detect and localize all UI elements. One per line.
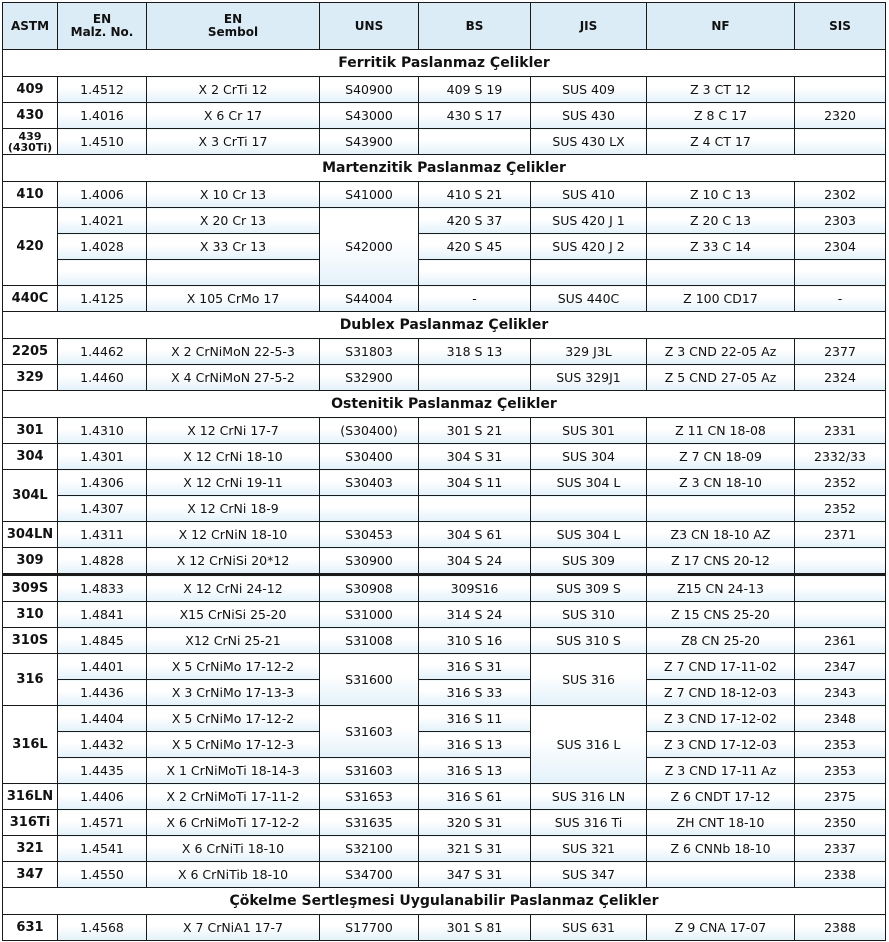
en-malz-no-cell: 1.4512 bbox=[58, 77, 147, 103]
sis-cell: 2347 bbox=[795, 654, 886, 680]
astm-cell: 309 bbox=[3, 548, 58, 575]
bs-cell: 301 S 81 bbox=[419, 915, 531, 941]
sis-cell bbox=[795, 575, 886, 602]
table-row bbox=[3, 862, 886, 888]
col-astm: ASTM bbox=[3, 3, 58, 50]
table-row bbox=[3, 522, 886, 548]
section-ferritik: Ferritik Paslanmaz Çelikler bbox=[3, 50, 886, 77]
nf-cell bbox=[647, 260, 795, 286]
bs-cell: 430 S 17 bbox=[419, 103, 531, 129]
astm-cell: 631 bbox=[3, 915, 58, 941]
en-sembol-cell: X 33 Cr 13 bbox=[147, 234, 320, 260]
astm-cell: 409 bbox=[3, 77, 58, 103]
sis-cell: 2352 bbox=[795, 496, 886, 522]
table-row bbox=[3, 575, 886, 602]
bs-cell bbox=[419, 260, 531, 286]
sis-cell: 2361 bbox=[795, 628, 886, 654]
bs-cell: 347 S 31 bbox=[419, 862, 531, 888]
en-sembol-cell: X 12 CrNi 19-11 bbox=[147, 470, 320, 496]
uns-cell: S30908 bbox=[320, 575, 419, 602]
en-malz-no-cell: 1.4541 bbox=[58, 836, 147, 862]
sis-cell: 2337 bbox=[795, 836, 886, 862]
uns-cell: S31653 bbox=[320, 784, 419, 810]
nf-cell: Z8 CN 25-20 bbox=[647, 628, 795, 654]
section-martenzitik: Martenzitik Paslanmaz Çelikler bbox=[3, 155, 886, 182]
uns-cell: S31008 bbox=[320, 628, 419, 654]
en-sembol-cell: X 12 CrNi 18-9 bbox=[147, 496, 320, 522]
nf-cell: Z 6 CNNb 18-10 bbox=[647, 836, 795, 862]
jis-cell: SUS 347 bbox=[531, 862, 647, 888]
en-sembol-cell: X 2 CrNiMoN 22-5-3 bbox=[147, 339, 320, 365]
col-en-malz-no: EN Malz. No. bbox=[58, 3, 147, 50]
table-row bbox=[3, 234, 886, 260]
en-sembol-cell: X 6 CrNiTi 18-10 bbox=[147, 836, 320, 862]
nf-cell: Z3 CN 18-10 AZ bbox=[647, 522, 795, 548]
bs-cell: 318 S 13 bbox=[419, 339, 531, 365]
en-malz-no-cell: 1.4845 bbox=[58, 628, 147, 654]
en-malz-no-cell: 1.4016 bbox=[58, 103, 147, 129]
astm-cell: 439 (430Ti) bbox=[3, 129, 58, 155]
nf-cell: Z 100 CD17 bbox=[647, 286, 795, 312]
sis-cell: 2343 bbox=[795, 680, 886, 706]
sis-cell: 2302 bbox=[795, 182, 886, 208]
bs-cell: 316 S 13 bbox=[419, 758, 531, 784]
table-row bbox=[3, 129, 886, 155]
en-sembol-cell: X12 CrNi 25-21 bbox=[147, 628, 320, 654]
en-malz-no-cell: 1.4404 bbox=[58, 706, 147, 732]
jis-cell: SUS 304 bbox=[531, 444, 647, 470]
table-row bbox=[3, 628, 886, 654]
uns-cell: S31600 bbox=[320, 654, 419, 706]
bs-cell: 320 S 31 bbox=[419, 810, 531, 836]
bs-cell: 310 S 16 bbox=[419, 628, 531, 654]
uns-cell: S34700 bbox=[320, 862, 419, 888]
nf-cell: Z 20 C 13 bbox=[647, 208, 795, 234]
sis-cell: 2371 bbox=[795, 522, 886, 548]
bs-cell: 304 S 31 bbox=[419, 444, 531, 470]
en-malz-no-cell: 1.4306 bbox=[58, 470, 147, 496]
bs-cell: 420 S 37 bbox=[419, 208, 531, 234]
bs-cell: 304 S 61 bbox=[419, 522, 531, 548]
nf-cell: Z 15 CNS 25-20 bbox=[647, 602, 795, 628]
nf-cell: Z 5 CND 27-05 Az bbox=[647, 365, 795, 391]
en-malz-no-cell: 1.4401 bbox=[58, 654, 147, 680]
col-en-sembol: EN Sembol bbox=[147, 3, 320, 50]
astm-cell: 310S bbox=[3, 628, 58, 654]
bs-cell bbox=[419, 496, 531, 522]
col-sis: SIS bbox=[795, 3, 886, 50]
bs-cell: 301 S 21 bbox=[419, 418, 531, 444]
table-row bbox=[3, 444, 886, 470]
en-sembol-cell: X 7 CrNiA1 17-7 bbox=[147, 915, 320, 941]
uns-cell: S32100 bbox=[320, 836, 419, 862]
bs-cell: 316 S 13 bbox=[419, 732, 531, 758]
bs-cell: 420 S 45 bbox=[419, 234, 531, 260]
bs-cell: 409 S 19 bbox=[419, 77, 531, 103]
nf-cell: Z 6 CNDT 17-12 bbox=[647, 784, 795, 810]
nf-cell: Z 3 CT 12 bbox=[647, 77, 795, 103]
jis-cell bbox=[531, 260, 647, 286]
en-sembol-cell: X 12 CrNi 17-7 bbox=[147, 418, 320, 444]
jis-cell: SUS 321 bbox=[531, 836, 647, 862]
jis-cell: SUS 316 Ti bbox=[531, 810, 647, 836]
jis-cell: SUS 409 bbox=[531, 77, 647, 103]
nf-cell: Z 7 CND 17-11-02 bbox=[647, 654, 795, 680]
bs-cell: 314 S 24 bbox=[419, 602, 531, 628]
bs-cell: 309S16 bbox=[419, 575, 531, 602]
astm-cell: 347 bbox=[3, 862, 58, 888]
en-malz-no-cell: 1.4833 bbox=[58, 575, 147, 602]
en-malz-no-cell: 1.4460 bbox=[58, 365, 147, 391]
jis-cell: SUS 329J1 bbox=[531, 365, 647, 391]
jis-cell: SUS 430 LX bbox=[531, 129, 647, 155]
bs-cell: 321 S 31 bbox=[419, 836, 531, 862]
jis-cell: SUS 309 S bbox=[531, 575, 647, 602]
en-sembol-cell: X 3 CrTi 17 bbox=[147, 129, 320, 155]
en-sembol-cell: X 105 CrMo 17 bbox=[147, 286, 320, 312]
en-malz-no-cell: 1.4550 bbox=[58, 862, 147, 888]
table-row bbox=[3, 208, 886, 234]
nf-cell bbox=[647, 862, 795, 888]
jis-cell: SUS 420 J 1 bbox=[531, 208, 647, 234]
sis-cell bbox=[795, 548, 886, 575]
uns-cell: (S30400) bbox=[320, 418, 419, 444]
en-sembol-cell: X 5 CrNiMo 17-12-3 bbox=[147, 732, 320, 758]
astm-cell: 309S bbox=[3, 575, 58, 602]
uns-cell bbox=[320, 496, 419, 522]
nf-cell: Z 3 CND 17-12-03 bbox=[647, 732, 795, 758]
table-row bbox=[3, 339, 886, 365]
astm-cell: 301 bbox=[3, 418, 58, 444]
sis-cell: 2353 bbox=[795, 732, 886, 758]
astm-cell: 316Ti bbox=[3, 810, 58, 836]
en-malz-no-cell: 1.4436 bbox=[58, 680, 147, 706]
en-malz-no-cell: 1.4828 bbox=[58, 548, 147, 575]
en-malz-no-cell: 1.4571 bbox=[58, 810, 147, 836]
uns-cell: S31635 bbox=[320, 810, 419, 836]
en-sembol-cell: X 5 CrNiMo 17-12-2 bbox=[147, 654, 320, 680]
astm-cell: 304LN bbox=[3, 522, 58, 548]
sis-cell bbox=[795, 129, 886, 155]
en-sembol-cell: X 6 Cr 17 bbox=[147, 103, 320, 129]
nf-cell: Z 8 C 17 bbox=[647, 103, 795, 129]
uns-cell: S31603 bbox=[320, 706, 419, 758]
sis-cell: 2377 bbox=[795, 339, 886, 365]
astm-cell: 430 bbox=[3, 103, 58, 129]
col-bs: BS bbox=[419, 3, 531, 50]
en-malz-no-cell: 1.4406 bbox=[58, 784, 147, 810]
uns-cell: S31803 bbox=[320, 339, 419, 365]
astm-cell: 440C bbox=[3, 286, 58, 312]
nf-cell: Z 9 CNA 17-07 bbox=[647, 915, 795, 941]
en-sembol-cell: X 2 CrNiMoTi 17-11-2 bbox=[147, 784, 320, 810]
en-malz-no-cell: 1.4301 bbox=[58, 444, 147, 470]
jis-cell: SUS 631 bbox=[531, 915, 647, 941]
sis-cell: 2353 bbox=[795, 758, 886, 784]
en-malz-no-cell: 1.4435 bbox=[58, 758, 147, 784]
uns-cell: S30453 bbox=[320, 522, 419, 548]
uns-cell: S30900 bbox=[320, 548, 419, 575]
en-sembol-cell: X 12 CrNi 24-12 bbox=[147, 575, 320, 602]
astm-cell: 310 bbox=[3, 602, 58, 628]
col-jis: JIS bbox=[531, 3, 647, 50]
table-row bbox=[3, 654, 886, 680]
en-sembol-cell: X 6 CrNiTib 18-10 bbox=[147, 862, 320, 888]
jis-cell: SUS 316 L bbox=[531, 706, 647, 784]
table-row bbox=[3, 103, 886, 129]
sis-cell: 2303 bbox=[795, 208, 886, 234]
bs-cell: - bbox=[419, 286, 531, 312]
table-row bbox=[3, 365, 886, 391]
jis-cell: SUS 310 bbox=[531, 602, 647, 628]
jis-cell: SUS 309 bbox=[531, 548, 647, 575]
steel-equivalence-table bbox=[2, 2, 886, 941]
en-malz-no-cell: 1.4510 bbox=[58, 129, 147, 155]
astm-cell: 304 bbox=[3, 444, 58, 470]
jis-cell: SUS 316 bbox=[531, 654, 647, 706]
jis-cell: 329 J3L bbox=[531, 339, 647, 365]
section-dublex: Dublex Paslanmaz Çelikler bbox=[3, 312, 886, 339]
bs-cell: 316 S 33 bbox=[419, 680, 531, 706]
astm-cell: 420 bbox=[3, 208, 58, 286]
table-row bbox=[3, 286, 886, 312]
bs-cell: 304 S 24 bbox=[419, 548, 531, 575]
table-row bbox=[3, 602, 886, 628]
en-malz-no-cell: 1.4568 bbox=[58, 915, 147, 941]
bs-cell: 316 S 11 bbox=[419, 706, 531, 732]
nf-cell: Z 33 C 14 bbox=[647, 234, 795, 260]
en-malz-no-cell: 1.4432 bbox=[58, 732, 147, 758]
astm-cell: 316 bbox=[3, 654, 58, 706]
en-sembol-cell: X 20 Cr 13 bbox=[147, 208, 320, 234]
en-sembol-cell: X 12 CrNiSi 20*12 bbox=[147, 548, 320, 575]
nf-cell: Z 10 C 13 bbox=[647, 182, 795, 208]
nf-cell: Z 7 CN 18-09 bbox=[647, 444, 795, 470]
col-uns: UNS bbox=[320, 3, 419, 50]
en-malz-no-cell: 1.4307 bbox=[58, 496, 147, 522]
table-row bbox=[3, 260, 886, 286]
nf-cell: Z 3 CND 22-05 Az bbox=[647, 339, 795, 365]
astm-cell: 316L bbox=[3, 706, 58, 784]
sis-cell: 2304 bbox=[795, 234, 886, 260]
en-sembol-cell: X 10 Cr 13 bbox=[147, 182, 320, 208]
en-malz-no-cell: 1.4028 bbox=[58, 234, 147, 260]
sis-cell bbox=[795, 602, 886, 628]
table-row bbox=[3, 706, 886, 732]
sis-cell: - bbox=[795, 286, 886, 312]
sis-cell: 2332/33 bbox=[795, 444, 886, 470]
table-row bbox=[3, 680, 886, 706]
astm-cell: 321 bbox=[3, 836, 58, 862]
table-row bbox=[3, 77, 886, 103]
uns-cell: S43900 bbox=[320, 129, 419, 155]
nf-cell: Z 7 CND 18-12-03 bbox=[647, 680, 795, 706]
uns-cell: S44004 bbox=[320, 286, 419, 312]
table-row bbox=[3, 836, 886, 862]
astm-cell: 329 bbox=[3, 365, 58, 391]
nf-cell: Z 11 CN 18-08 bbox=[647, 418, 795, 444]
jis-cell: SUS 301 bbox=[531, 418, 647, 444]
en-malz-no-cell: 1.4021 bbox=[58, 208, 147, 234]
en-sembol-cell: X 6 CrNiMoTi 17-12-2 bbox=[147, 810, 320, 836]
uns-cell: S41000 bbox=[320, 182, 419, 208]
jis-cell: SUS 304 L bbox=[531, 470, 647, 496]
sis-cell: 2320 bbox=[795, 103, 886, 129]
bs-cell: 304 S 11 bbox=[419, 470, 531, 496]
bs-cell: 316 S 61 bbox=[419, 784, 531, 810]
table-row bbox=[3, 496, 886, 522]
section-ostenitik: Ostenitik Paslanmaz Çelikler bbox=[3, 391, 886, 418]
astm-cell: 316LN bbox=[3, 784, 58, 810]
sis-cell: 2324 bbox=[795, 365, 886, 391]
bs-cell: 410 S 21 bbox=[419, 182, 531, 208]
astm-cell: 304L bbox=[3, 470, 58, 522]
en-sembol-cell: X 12 CrNiN 18-10 bbox=[147, 522, 320, 548]
sis-cell: 2331 bbox=[795, 418, 886, 444]
en-sembol-cell: X 5 CrNiMo 17-12-2 bbox=[147, 706, 320, 732]
sis-cell: 2375 bbox=[795, 784, 886, 810]
table-row bbox=[3, 182, 886, 208]
jis-cell: SUS 304 L bbox=[531, 522, 647, 548]
astm-cell: 410 bbox=[3, 182, 58, 208]
en-malz-no-cell: 1.4311 bbox=[58, 522, 147, 548]
nf-cell: Z 3 CND 17-12-02 bbox=[647, 706, 795, 732]
table-row bbox=[3, 758, 886, 784]
en-malz-no-cell: 1.4462 bbox=[58, 339, 147, 365]
sis-cell bbox=[795, 260, 886, 286]
nf-cell: Z 17 CNS 20-12 bbox=[647, 548, 795, 575]
uns-cell: S43000 bbox=[320, 103, 419, 129]
table-row bbox=[3, 810, 886, 836]
en-malz-no-cell: 1.4125 bbox=[58, 286, 147, 312]
uns-cell: S30400 bbox=[320, 444, 419, 470]
en-sembol-cell: X 3 CrNiMo 17-13-3 bbox=[147, 680, 320, 706]
jis-cell: SUS 430 bbox=[531, 103, 647, 129]
header-row bbox=[3, 3, 886, 50]
uns-cell: S31000 bbox=[320, 602, 419, 628]
uns-cell: S30403 bbox=[320, 470, 419, 496]
table-row bbox=[3, 915, 886, 941]
jis-cell: SUS 420 J 2 bbox=[531, 234, 647, 260]
uns-cell: S17700 bbox=[320, 915, 419, 941]
sis-cell: 2350 bbox=[795, 810, 886, 836]
table-row bbox=[3, 418, 886, 444]
en-sembol-cell: X 4 CrNiMoN 27-5-2 bbox=[147, 365, 320, 391]
nf-cell: Z15 CN 24-13 bbox=[647, 575, 795, 602]
jis-cell: SUS 440C bbox=[531, 286, 647, 312]
sis-cell bbox=[795, 77, 886, 103]
table-row bbox=[3, 548, 886, 575]
en-sembol-cell: X 1 CrNiMoTi 18-14-3 bbox=[147, 758, 320, 784]
col-nf: NF bbox=[647, 3, 795, 50]
bs-cell: 316 S 31 bbox=[419, 654, 531, 680]
nf-cell bbox=[647, 496, 795, 522]
jis-cell: SUS 410 bbox=[531, 182, 647, 208]
en-malz-no-cell: 1.4310 bbox=[58, 418, 147, 444]
jis-cell: SUS 316 LN bbox=[531, 784, 647, 810]
table-row bbox=[3, 470, 886, 496]
en-sembol-cell: X15 CrNiSi 25-20 bbox=[147, 602, 320, 628]
section-cokelme: Çökelme Sertleşmesi Uygulanabilir Paslanmaz Çelikler bbox=[3, 888, 886, 915]
en-malz-no-cell: 1.4841 bbox=[58, 602, 147, 628]
jis-cell bbox=[531, 496, 647, 522]
sis-cell: 2388 bbox=[795, 915, 886, 941]
nf-cell: Z 3 CN 18-10 bbox=[647, 470, 795, 496]
uns-cell: S42000 bbox=[320, 208, 419, 286]
en-sembol-cell: X 2 CrTi 12 bbox=[147, 77, 320, 103]
nf-cell: Z 3 CND 17-11 Az bbox=[647, 758, 795, 784]
uns-cell: S40900 bbox=[320, 77, 419, 103]
en-sembol-cell: X 12 CrNi 18-10 bbox=[147, 444, 320, 470]
table-row bbox=[3, 732, 886, 758]
bs-cell bbox=[419, 365, 531, 391]
jis-cell: SUS 310 S bbox=[531, 628, 647, 654]
en-malz-no-cell bbox=[58, 260, 147, 286]
astm-cell: 2205 bbox=[3, 339, 58, 365]
en-malz-no-cell: 1.4006 bbox=[58, 182, 147, 208]
sis-cell: 2352 bbox=[795, 470, 886, 496]
table-row bbox=[3, 784, 886, 810]
nf-cell: Z 4 CT 17 bbox=[647, 129, 795, 155]
uns-cell: S32900 bbox=[320, 365, 419, 391]
uns-cell: S31603 bbox=[320, 758, 419, 784]
nf-cell: ZH CNT 18-10 bbox=[647, 810, 795, 836]
sis-cell: 2338 bbox=[795, 862, 886, 888]
en-sembol-cell bbox=[147, 260, 320, 286]
bs-cell bbox=[419, 129, 531, 155]
sis-cell: 2348 bbox=[795, 706, 886, 732]
